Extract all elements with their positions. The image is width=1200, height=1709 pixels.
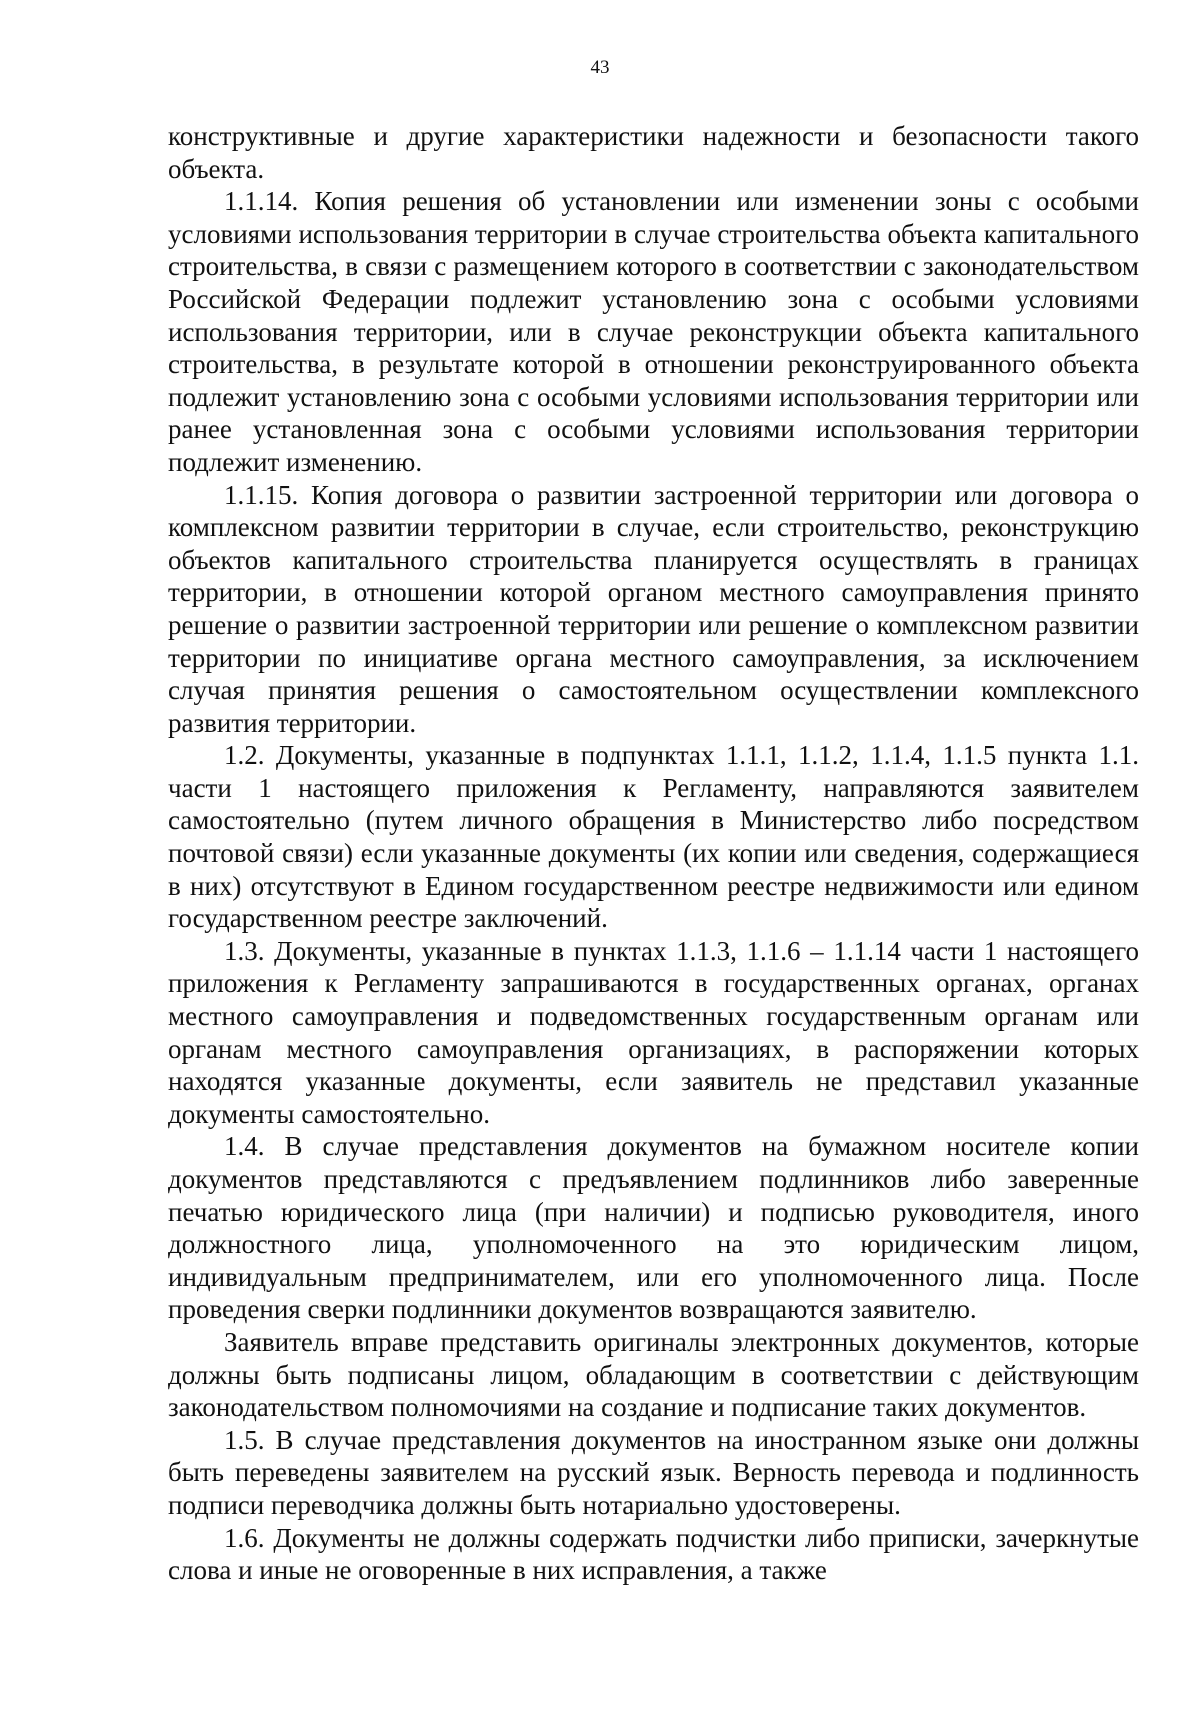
paragraph-1-4: 1.4. В случае представления документов на бумажном носителе копии документов представляются с предъявлением подлинников либо заверенные печатью юридического лица (при наличии) и подписью руководителя, иного должностного лица, уполномоченного на это юридическим лицом, индивидуальным предпринимателем, или его уполномоченного лица. После проведения сверки подлинники документов возвращаются заявителю. bbox=[168, 1131, 1139, 1325]
paragraph-applicant-originals: Заявитель вправе представить оригиналы электронных документов, которые должны быть подписаны лицом, обладающим в соответствии с действующим законодательством полномочиями на создание и подписание таких документов. bbox=[168, 1326, 1139, 1423]
page-number: 43 bbox=[590, 57, 610, 78]
paragraph-1-3: 1.3. Документы, указанные в пунктах 1.1.3, 1.1.6 – 1.1.14 части 1 настоящего приложения к Регламенту запрашиваются в государственных органах, органах местного самоуправления и подведомственных государственным органам или органам местного самоуправления организациях, в распоряжении которых находятся указанные документы, если заявитель не представил указанные документы самостоятельно. bbox=[168, 935, 1139, 1129]
paragraph-1-1-15: 1.1.15. Копия договора о развитии застроенной территории или договора о комплексном развитии территории в случае, если строительство, реконструкцию объектов капитального строительства планируется осуществлять в границах территории, в отношении которой органом местного самоуправления принято решение о развитии застроенной территории или решение о комплексном развитии территории по инициативе органа местного самоуправления, за исключением случая принятия решения о самостоятельном осуществлении комплексного развития территории. bbox=[168, 479, 1139, 738]
document-body bbox=[168, 120, 1139, 1587]
paragraph-1-6: 1.6. Документы не должны содержать подчистки либо приписки, зачеркнутые слова и иные не оговоренные в них исправления, а также bbox=[168, 1522, 1139, 1586]
paragraph-1-2: 1.2. Документы, указанные в подпунктах 1.1.1, 1.1.2, 1.1.4, 1.1.5 пункта 1.1. части 1 настоящего приложения к Регламенту, направляются заявителем самостоятельно (путем личного обращения в Министерство либо посредством почтовой связи) если указанные документы (их копии или сведения, содержащиеся в них) отсутствуют в Едином государственном реестре недвижимости или едином государственном реестре заключений. bbox=[168, 740, 1139, 934]
paragraph-continuation: конструктивные и другие характеристики надежности и безопасности такого объекта. bbox=[168, 121, 1139, 184]
paragraph-1-5: 1.5. В случае представления документов на иностранном языке они должны быть переведены заявителем на русский язык. Верность перевода и подлинность подписи переводчика должны быть нотариально удостоверены. bbox=[168, 1424, 1139, 1520]
paragraph-1-1-14: 1.1.14. Копия решения об установлении или изменении зоны с особыми условиями использования территории в случае строительства объекта капитального строительства, в связи с размещением которого в соответствии с законодательством Российской Федерации подлежит установлению зона с особыми условиями использования территории, или в случае реконструкции объекта капитального строительства, в результате которой в отношении реконструированного объекта подлежит установлению зона с особыми условиями использования территории или ранее установленная зона с особыми условиями использования территории подлежит изменению. bbox=[168, 186, 1139, 477]
